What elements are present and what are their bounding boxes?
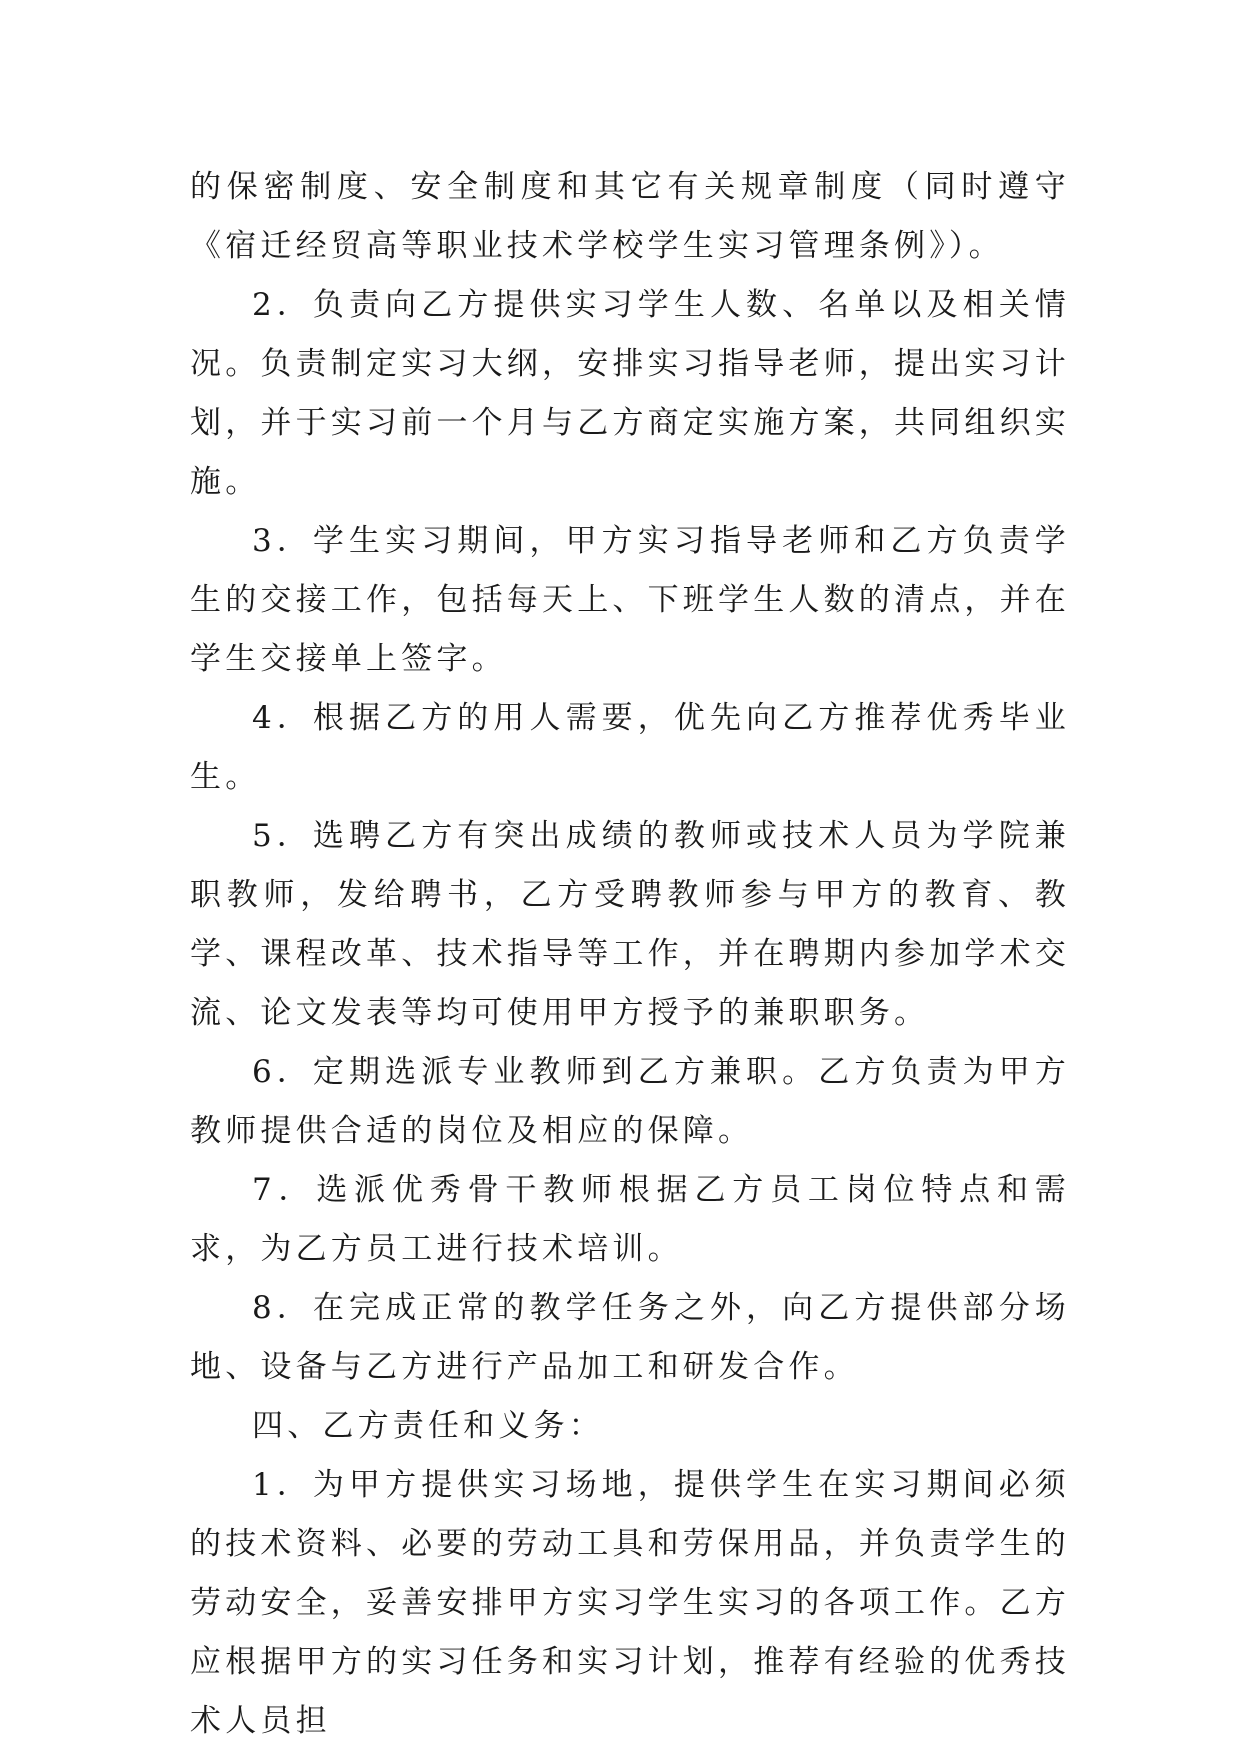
paragraph-confidentiality-continuation: 的保密制度、安全制度和其它有关规章制度（同时遵守《宿迁经贸高等职业技术学校学生实习管理条例》）。 [190, 169, 1070, 264]
paragraph-party-b-item-1: 1．为甲方提供实习场地，提供学生在实习期间必须的技术资料、必要的劳动工具和劳保用品，并负责学生的劳动安全，妥善安排甲方实习学生实习的各项工作。乙方应根据甲方的实习任务和实习计划，推荐有经验的优秀技术人员担 [190, 1467, 1070, 1739]
paragraph-item-2: 2．负责向乙方提供实习学生人数、名单以及相关情况。负责制定实习大纲，安排实习指导老师，提出实习计划，并于实习前一个月与乙方商定实施方案，共同组织实施。 [190, 287, 1070, 500]
document-body [190, 158, 1070, 1751]
section-heading-party-b-duties: 四、乙方责任和义务： [252, 1408, 604, 1444]
paragraph-item-6: 6．定期选派专业教师到乙方兼职。乙方负责为甲方教师提供合适的岗位及相应的保障。 [190, 1054, 1070, 1149]
paragraph-item-3: 3．学生实习期间，甲方实习指导老师和乙方负责学生的交接工作，包括每天上、下班学生人数的清点，并在学生交接单上签字。 [190, 523, 1070, 677]
paragraph-item-8: 8．在完成正常的教学任务之外，向乙方提供部分场地、设备与乙方进行产品加工和研发合作。 [190, 1290, 1070, 1385]
paragraph-item-7: 7．选派优秀骨干教师根据乙方员工岗位特点和需求，为乙方员工进行技术培训。 [190, 1172, 1070, 1267]
paragraph-item-4: 4．根据乙方的用人需要，优先向乙方推荐优秀毕业生。 [190, 700, 1070, 795]
paragraph-item-5: 5．选聘乙方有突出成绩的教师或技术人员为学院兼职教师，发给聘书，乙方受聘教师参与甲方的教育、教学、课程改革、技术指导等工作，并在聘期内参加学术交流、论文发表等均可使用甲方授予的兼职职务。 [190, 818, 1070, 1031]
